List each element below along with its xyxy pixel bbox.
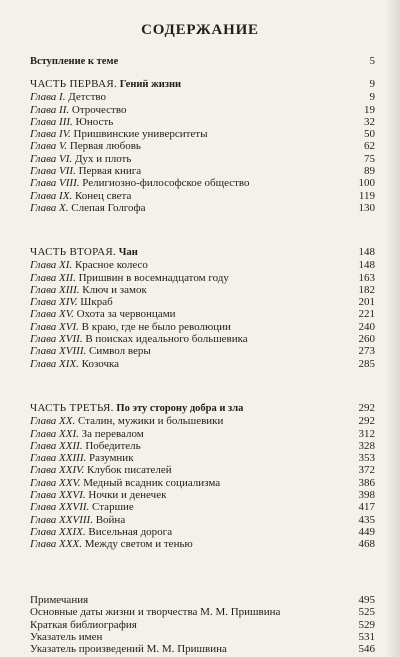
- part-heading-text: [30, 246, 138, 259]
- chapter-page: 260: [358, 333, 375, 346]
- chapter-text: [30, 116, 113, 128]
- chapter-title: Ключ и замок: [82, 283, 147, 296]
- chapter-text: [30, 177, 250, 189]
- chapter-text: [30, 477, 220, 489]
- chapter-page: 148: [358, 259, 375, 272]
- chapter-label: Глава I.: [30, 91, 66, 104]
- appendix-title: Указатель имен: [30, 630, 103, 643]
- chapter-text: [30, 91, 106, 103]
- chapter-row: [30, 284, 375, 296]
- chapter-label: Глава XVIII.: [30, 345, 87, 358]
- appendix-title: Указатель произведений М. М. Пришвина: [30, 643, 227, 656]
- chapter-title: Пришвин в восемнадцатом году: [78, 271, 229, 284]
- chapter-title: Висельная дорога: [88, 525, 173, 538]
- chapter-text: [30, 538, 193, 550]
- chapter-row: [30, 272, 375, 284]
- chapter-label: Глава III.: [30, 115, 73, 128]
- chapter-label: Глава XIX.: [30, 357, 79, 370]
- chapter-label: Глава XVI.: [30, 320, 79, 333]
- chapter-title: Конец света: [74, 189, 132, 202]
- chapter-title: Клубок писателей: [86, 464, 172, 477]
- chapter-title: За перевалом: [81, 427, 144, 440]
- chapter-row: [30, 526, 375, 538]
- chapter-text: [30, 140, 141, 152]
- appendix-page: 525: [358, 606, 375, 619]
- chapter-row: [30, 296, 375, 308]
- chapter-row: [30, 415, 375, 427]
- chapter-page: 328: [358, 439, 375, 452]
- part-two-section: [30, 246, 375, 370]
- chapter-row: [30, 202, 375, 214]
- chapter-row: [30, 428, 375, 440]
- intro-page: 5: [369, 55, 375, 67]
- part-page: 148: [358, 246, 375, 258]
- chapter-page: 119: [358, 189, 375, 202]
- chapter-text: [30, 489, 166, 501]
- chapter-page: 398: [358, 489, 375, 502]
- chapter-title: Первая книга: [78, 165, 142, 178]
- chapter-row: [30, 259, 375, 271]
- chapter-page: 130: [358, 201, 375, 214]
- chapter-title: Красное колесо: [74, 259, 148, 272]
- part-heading: [30, 246, 375, 259]
- chapter-row: [30, 177, 375, 189]
- chapter-text: [30, 345, 151, 357]
- appendix-row: [30, 594, 375, 606]
- chapter-page: 417: [358, 501, 375, 514]
- chapter-text: [30, 321, 231, 333]
- part-heading-text: [30, 78, 181, 91]
- chapter-page: 50: [364, 128, 375, 141]
- chapter-row: [30, 165, 375, 177]
- chapter-title: Козочка: [81, 357, 120, 370]
- chapter-page: 89: [364, 165, 375, 178]
- chapter-text: [30, 428, 144, 440]
- chapter-text: [30, 153, 131, 165]
- chapter-title: Разумник: [88, 452, 134, 465]
- chapter-title: Между светом и тенью: [84, 538, 193, 551]
- chapter-text: [30, 464, 172, 476]
- chapter-title: Детство: [68, 91, 106, 104]
- intro-entry: [30, 55, 375, 68]
- chapter-label: Глава XXIX.: [30, 525, 86, 538]
- chapter-title: Охота за червонцами: [76, 308, 176, 321]
- part-name: Гений жизни: [119, 79, 182, 90]
- chapter-title: Победитель: [85, 439, 141, 452]
- chapter-label: Глава XIII.: [30, 283, 80, 296]
- chapter-row: [30, 489, 375, 501]
- chapter-title: Юность: [75, 115, 114, 128]
- chapter-label: Глава XXIII.: [30, 452, 87, 465]
- appendix-title: Примечания: [30, 594, 89, 606]
- chapter-row: [30, 452, 375, 464]
- chapter-page: 273: [358, 345, 375, 358]
- chapter-title: Старшие: [92, 501, 134, 514]
- chapter-title: Дух и плоть: [74, 152, 132, 165]
- part-heading: [30, 78, 375, 91]
- chapter-label: Глава IV.: [30, 128, 71, 141]
- chapter-text: [30, 308, 176, 320]
- chapter-text: [30, 452, 134, 464]
- part-one-section: [30, 78, 375, 214]
- chapter-page: 312: [358, 427, 375, 440]
- appendix-title: Краткая библиография: [30, 618, 137, 631]
- chapter-text: [30, 501, 134, 513]
- chapter-page: 285: [358, 357, 375, 370]
- part-name: Чан: [118, 247, 138, 258]
- chapter-title: В поисках идеального большевика: [85, 333, 248, 346]
- chapter-title: Первая любовь: [69, 140, 141, 153]
- chapter-title: Религиозно-философское общество: [82, 177, 250, 190]
- chapter-row: [30, 140, 375, 152]
- chapter-page: 19: [364, 103, 375, 116]
- chapter-row: [30, 464, 375, 476]
- chapter-row: [30, 501, 375, 513]
- appendix-row: [30, 631, 375, 643]
- appendix-row: [30, 606, 375, 618]
- chapter-page: 386: [358, 476, 375, 489]
- chapter-label: Глава XXX.: [30, 538, 82, 551]
- chapter-page: 163: [358, 271, 375, 284]
- chapter-label: Глава XX.: [30, 415, 76, 428]
- appendix-row: [30, 643, 375, 655]
- chapter-text: [30, 202, 146, 214]
- chapter-label: Глава XXII.: [30, 439, 83, 452]
- chapter-page: 100: [358, 177, 375, 190]
- chapter-text: [30, 165, 141, 177]
- chapter-text: [30, 526, 172, 538]
- chapter-label: Глава VIII.: [30, 177, 80, 190]
- chapter-label: Глава XXV.: [30, 476, 81, 489]
- chapter-title: Отрочество: [71, 103, 127, 116]
- part-page: 292: [358, 402, 375, 414]
- chapter-page: 468: [358, 538, 375, 551]
- chapter-label: Глава XVII.: [30, 333, 83, 346]
- chapter-label: Глава XXI.: [30, 427, 79, 440]
- chapter-row: [30, 321, 375, 333]
- part-label: ЧАСТЬ ВТОРАЯ.: [30, 246, 117, 258]
- chapter-row: [30, 153, 375, 165]
- chapter-text: [30, 272, 229, 284]
- chapter-row: [30, 308, 375, 320]
- chapter-label: Глава VI.: [30, 152, 73, 165]
- part-label: ЧАСТЬ ТРЕТЬЯ.: [30, 402, 114, 414]
- chapter-text: [30, 358, 119, 370]
- chapter-text: [30, 104, 127, 116]
- chapter-label: Глава XXVII.: [30, 501, 90, 514]
- part-heading: [30, 402, 375, 415]
- chapter-row: [30, 477, 375, 489]
- chapter-text: [30, 259, 148, 271]
- appendix-page: 529: [358, 618, 375, 631]
- page-edge-shadow: [386, 0, 400, 657]
- chapter-label: Глава X.: [30, 201, 69, 214]
- appendix-page: 546: [358, 643, 375, 656]
- chapter-row: [30, 538, 375, 550]
- chapter-label: Глава XI.: [30, 259, 73, 272]
- appendix-row: [30, 619, 375, 631]
- chapter-page: 240: [358, 320, 375, 333]
- part-name: По эту сторону добра и зла: [116, 403, 244, 414]
- chapter-page: 9: [369, 91, 375, 104]
- chapter-row: [30, 514, 375, 526]
- chapter-label: Глава XIV.: [30, 296, 78, 309]
- chapter-title: Пришвинские университеты: [73, 128, 208, 141]
- chapter-page: 221: [358, 308, 375, 321]
- chapter-row: [30, 116, 375, 128]
- appendix-page: 531: [358, 630, 375, 643]
- chapter-title: Медный всадник социализма: [83, 476, 221, 489]
- chapter-page: 201: [358, 296, 375, 309]
- chapter-label: Глава VII.: [30, 165, 76, 178]
- chapter-page: 449: [358, 525, 375, 538]
- chapter-page: 32: [364, 115, 375, 128]
- chapter-row: [30, 345, 375, 357]
- chapter-title: Сталин, мужики и большевики: [78, 415, 224, 428]
- chapter-text: [30, 415, 223, 427]
- chapter-page: 182: [358, 283, 375, 296]
- chapter-title: Символ веры: [88, 345, 151, 358]
- chapter-title: В краю, где не было революции: [81, 320, 231, 333]
- chapter-row: [30, 104, 375, 116]
- chapter-row: [30, 190, 375, 202]
- chapter-page: 372: [358, 464, 375, 477]
- chapter-text: [30, 333, 248, 345]
- chapter-label: Глава II.: [30, 103, 70, 116]
- chapter-text: [30, 190, 131, 202]
- chapter-label: Глава XII.: [30, 271, 76, 284]
- chapter-row: [30, 358, 375, 370]
- chapter-row: [30, 440, 375, 452]
- chapter-page: 292: [358, 415, 375, 428]
- chapter-label: Глава XV.: [30, 308, 74, 321]
- intro-title: Вступление к теме: [30, 56, 119, 67]
- chapter-title: Ночки и денечек: [88, 489, 167, 502]
- chapter-row: [30, 333, 375, 345]
- chapter-text: [30, 296, 113, 308]
- chapter-text: [30, 128, 208, 140]
- chapter-page: 62: [364, 140, 375, 153]
- part-label: ЧАСТЬ ПЕРВАЯ.: [30, 78, 118, 90]
- chapter-text: [30, 284, 147, 296]
- chapter-row: [30, 91, 375, 103]
- chapter-title: Шкраб: [80, 296, 113, 309]
- appendix-title: Основные даты жизни и творчества М. М. Пришвина: [30, 606, 281, 619]
- appendix-page: 495: [358, 594, 375, 606]
- chapter-label: Глава XXVI.: [30, 489, 86, 502]
- appendix-section: [30, 594, 375, 655]
- chapter-page: 75: [364, 152, 375, 165]
- chapter-page: 353: [358, 452, 375, 465]
- chapter-label: Глава V.: [30, 140, 68, 153]
- chapter-title: Война: [95, 513, 126, 526]
- part-three-section: [30, 402, 375, 551]
- chapter-row: [30, 128, 375, 140]
- chapter-title: Слепая Голгофа: [71, 201, 146, 214]
- page-title: СОДЕРЖАНИЕ: [141, 22, 259, 38]
- chapter-text: [30, 514, 125, 526]
- chapter-text: [30, 440, 141, 452]
- chapter-label: Глава XXVIII.: [30, 513, 93, 526]
- part-heading-text: [30, 402, 243, 415]
- part-page: 9: [369, 78, 375, 90]
- chapter-label: Глава XXIV.: [30, 464, 85, 477]
- chapter-page: 435: [358, 513, 375, 526]
- chapter-label: Глава IX.: [30, 189, 73, 202]
